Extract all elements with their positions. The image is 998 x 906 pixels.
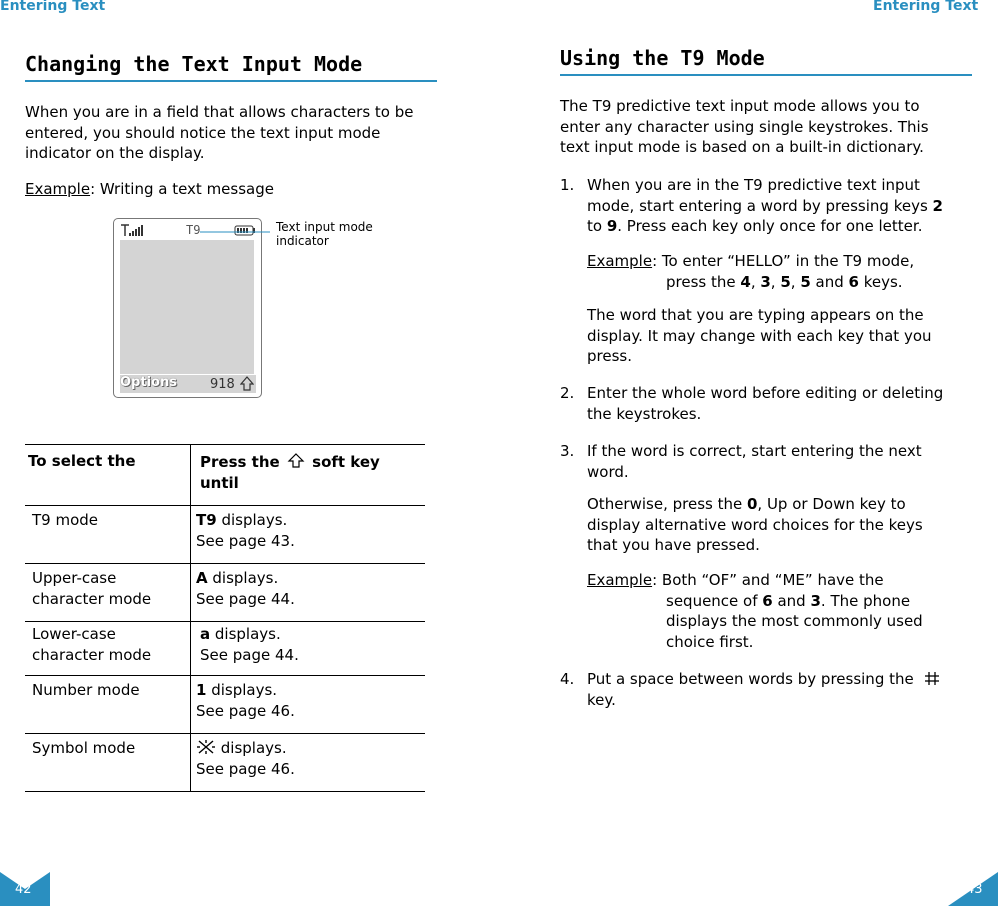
- sep: ,: [790, 272, 801, 291]
- note-line: Otherwise, press the: [587, 495, 747, 513]
- title-rule-right: [560, 74, 972, 76]
- header-press-the: Press the: [200, 453, 280, 471]
- table-header-rule: [25, 505, 425, 506]
- table-column-divider: [190, 444, 191, 792]
- example-text: displays the most commonly used: [666, 612, 923, 630]
- key-0: 0: [746, 495, 758, 513]
- table-row-rule: [25, 563, 425, 564]
- result-see-page: See page 44.: [200, 646, 299, 664]
- note-line: , Up or Down key to: [757, 495, 906, 513]
- example-text: press the: [666, 272, 741, 291]
- table-row-rule: [25, 621, 425, 622]
- sep: and: [810, 272, 849, 291]
- table-top-rule: [25, 444, 425, 445]
- table-bottom-rule: [25, 791, 425, 792]
- table-header-col2: [200, 452, 420, 494]
- note-line: display alternative word choices for the keys: [587, 515, 923, 534]
- key-2: 2: [932, 196, 943, 215]
- list-line: If the word is correct, start entering the next: [587, 442, 922, 460]
- running-head-right: Entering Text: [873, 0, 979, 14]
- key-3: 3: [760, 272, 771, 291]
- example-text: : Writing a text message: [90, 180, 274, 198]
- example-hello: [587, 251, 987, 292]
- note-line: press.: [587, 347, 632, 365]
- list-number: 3.: [560, 442, 575, 460]
- key-4: 4: [740, 272, 751, 291]
- shift-arrow-icon: [240, 376, 254, 391]
- list-number: 4.: [560, 670, 575, 688]
- options-softkey-label: Options: [120, 375, 177, 390]
- note-typing: [587, 305, 987, 367]
- table-row-result: [196, 510, 295, 552]
- callout-line-text: Text input mode: [276, 220, 373, 234]
- sep: ,: [750, 272, 761, 291]
- result-text: displays.: [207, 569, 279, 587]
- intro-line: indicator on the display.: [25, 144, 205, 162]
- list-line: word.: [587, 462, 629, 481]
- intro-line: When you are in a field that allows characters to be: [25, 103, 414, 121]
- table-row-mode: Symbol mode: [32, 739, 136, 757]
- hash-key-icon: [923, 671, 941, 686]
- sep: and: [772, 591, 811, 610]
- list-item-4: [587, 669, 987, 710]
- intro-line: enter any character using single keystrokes. This: [560, 117, 929, 136]
- key-5: 5: [780, 272, 791, 291]
- callout-line: [198, 220, 278, 236]
- mode-line: Upper-case: [32, 569, 117, 587]
- result-see-page: See page 46.: [196, 702, 295, 720]
- header-soft-key: soft key: [312, 453, 380, 471]
- example-line-left: [25, 179, 274, 200]
- result-text: displays.: [216, 511, 288, 529]
- callout-line-text: indicator: [276, 234, 329, 248]
- t9-mode-indicator: T9: [186, 223, 201, 237]
- table-header-col1: To select the: [28, 452, 136, 470]
- intro-line: entered, you should notice the text input mode: [25, 123, 381, 142]
- intro-paragraph-left: [25, 102, 445, 164]
- example-label: Example: [587, 252, 653, 270]
- callout-label: [276, 220, 373, 248]
- list-line: to: [587, 217, 607, 235]
- result-indicator: A: [196, 569, 208, 587]
- page-title-left: Changing the Text Input Mode: [25, 52, 363, 76]
- list-item-3: [587, 441, 987, 482]
- example-text: keys.: [858, 272, 903, 291]
- example-text: choice first.: [666, 632, 754, 651]
- header-until: until: [200, 474, 239, 492]
- note-line: display. It may change with each key that you: [587, 326, 932, 345]
- signal-strength-icon: [120, 224, 148, 238]
- example-label: Example: [25, 180, 91, 198]
- table-row-rule: [25, 675, 425, 676]
- phone-display-illustration: [113, 218, 262, 398]
- list-line: mode, start entering a word by pressing keys: [587, 196, 933, 215]
- sep: ,: [770, 272, 781, 291]
- list-line: When you are in the T9 predictive text input: [587, 176, 920, 194]
- table-row-rule: [25, 733, 425, 734]
- mode-line: Lower-case: [32, 625, 116, 643]
- symbol-mode-icon: [196, 739, 216, 755]
- result-indicator: T9: [196, 511, 217, 529]
- phone-screen: [120, 240, 254, 374]
- list-number: 1.: [560, 176, 575, 194]
- list-line: the keystrokes.: [587, 404, 702, 423]
- list-item-2: [587, 383, 987, 424]
- intro-paragraph-right: [560, 96, 980, 158]
- page-number-right: 43: [966, 882, 983, 897]
- running-head-left: Entering Text: [0, 0, 106, 14]
- key-6: 6: [848, 272, 859, 291]
- page-title-right: Using the T9 Mode: [560, 46, 765, 70]
- list-line: . Press each key only once for one letter.: [617, 217, 923, 235]
- list-line: Put a space between words by pressing the: [587, 670, 914, 688]
- result-indicator: a: [200, 625, 211, 643]
- result-indicator: 1: [196, 681, 207, 699]
- table-row-mode: [32, 568, 151, 610]
- result-text: displays.: [206, 681, 278, 699]
- character-count: 918: [210, 377, 235, 392]
- note-line: The word that you are typing appears on the: [587, 306, 924, 324]
- result-see-page: See page 43.: [196, 532, 295, 550]
- table-row-mode: Number mode: [32, 681, 140, 699]
- title-rule-left: [25, 80, 437, 82]
- result-see-page: See page 46.: [196, 760, 295, 778]
- example-of-me: [587, 570, 987, 652]
- page-number-left: 42: [15, 882, 32, 897]
- mode-line: character mode: [32, 590, 152, 608]
- example-text: : To enter “HELLO” in the T9 mode,: [652, 252, 915, 270]
- intro-line: The T9 predictive text input mode allows you to: [560, 97, 920, 115]
- table-row-result: [196, 680, 295, 722]
- list-line: Enter the whole word before editing or deleting: [587, 384, 944, 402]
- result-see-page: See page 44.: [196, 590, 295, 608]
- example-text: : Both “OF” and “ME” have the: [652, 571, 884, 589]
- list-number: 2.: [560, 384, 575, 402]
- result-text: displays.: [210, 625, 281, 643]
- key-5: 5: [800, 272, 811, 291]
- key-9: 9: [606, 217, 618, 235]
- list-item-1: [587, 175, 987, 237]
- key-3: 3: [810, 591, 821, 610]
- note-line: that you have pressed.: [587, 536, 760, 554]
- table-row-mode: T9 mode: [32, 511, 99, 529]
- table-row-mode: [32, 624, 151, 666]
- phone-softkey-bar: [120, 375, 256, 393]
- result-text: displays.: [216, 739, 287, 757]
- list-line: key.: [587, 690, 616, 709]
- example-text: sequence of: [666, 591, 763, 610]
- table-row-result: [200, 624, 299, 666]
- table-row-result: [196, 738, 295, 780]
- key-6: 6: [762, 591, 773, 610]
- note-otherwise: [587, 494, 987, 556]
- shift-arrow-icon: [287, 453, 305, 469]
- example-label: Example: [587, 571, 653, 589]
- table-row-result: [196, 568, 295, 610]
- example-text: . The phone: [820, 591, 911, 610]
- intro-line: text input mode is based on a built-in dictionary.: [560, 138, 924, 156]
- mode-line: character mode: [32, 646, 152, 664]
